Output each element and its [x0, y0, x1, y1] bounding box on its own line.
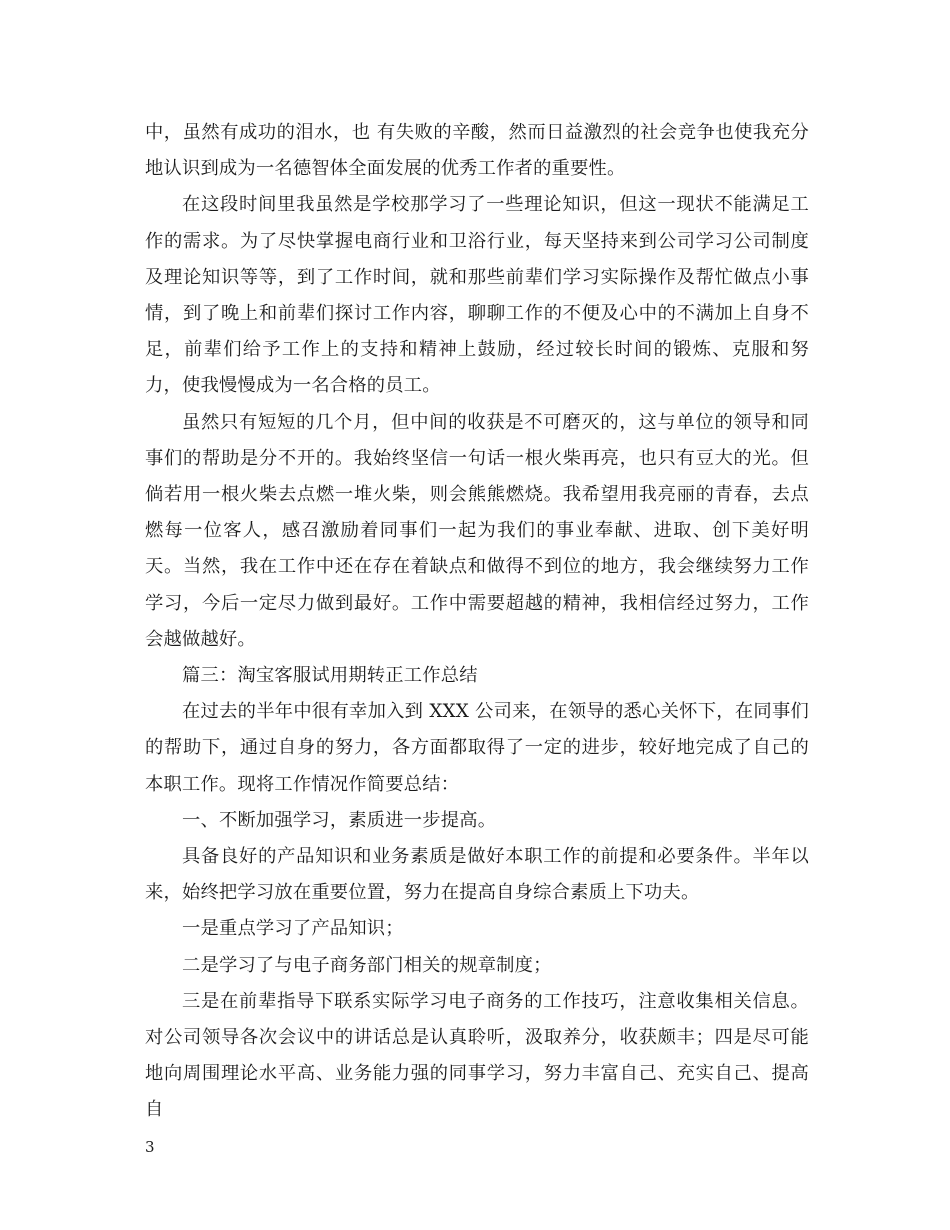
body-text — [145, 115, 809, 1129]
list-item-1: 一是重点学习了产品知识； — [182, 918, 404, 940]
paragraph-5: 在过去的半年中很有幸加入到 XXX 公司来，在领导的悉心关怀下，在同事们的帮助下，通过自身的努力，各方面都取得了一定的进步，较好地完成了自己的本职工作。现将工作情况作简要总结： — [145, 701, 809, 795]
paragraph-2: 在这段时间里我虽然是学校那学习了一些理论知识，但这一现状不能满足工作的需求。为了尽快掌握电商行业和卫浴行业，每天坚持来到公司学习公司制度及理论知识等等，到了工作时间，就和那些前辈们学习实际操作及帮忙做点小事情，到了晚上和前辈们探讨工作内容，聊聊工作的不便及心中的不满加上自身不足，前辈们给予工作上的支持和精神上鼓励，经过较长时间的锻炼、克服和努力，使我慢慢成为一名合格的员工。 — [145, 194, 809, 397]
paragraph-7: 具备良好的产品知识和业务素质是做好本职工作的前提和必要条件。半年以来，始终把学习放在重要位置，努力在提高自身综合素质上下功夫。 — [145, 846, 809, 904]
subheading-1: 一、不断加强学习，素质进一步提高。 — [182, 809, 497, 831]
page-number: 3 — [145, 1138, 155, 1156]
section-heading: 篇三：淘宝客服试用期转正工作总结 — [182, 665, 478, 687]
list-item-3: 三是在前辈指导下联系实际学习电子商务的工作技巧，注意收集相关信息。对公司领导各次会议中的讲话总是认真聆听，汲取养分，收获颇丰；四是尽可能地向周围理论水平高、业务能力强的同事学习，努力丰富自己、充实自己、提高自 — [145, 990, 809, 1121]
list-item-2: 二是学习了与电子商务部门相关的规章制度； — [182, 954, 552, 976]
paragraph-1: 中，虽然有成功的泪水，也 有失败的辛酸，然而日益激烈的社会竞争也使我充分地认识到成为一名德智体全面发展的优秀工作者的重要性。 — [145, 122, 809, 180]
paragraph-3: 虽然只有短短的几个月，但中间的收获是不可磨灭的，这与单位的领导和同事们的帮助是分不开的。我始终坚信一句话一根火柴再亮，也只有豆大的光。但倘若用一根火柴去点燃一堆火柴，则会熊熊燃烧。我希望用我亮丽的青春，去点燃每一位客人，感召激励着同事们一起为我们的事业奉献、进取、创下美好明天。当然，我在工作中还在存在着缺点和做得不到位的地方，我会继续努力工作学习，今后一定尽力做到最好。工作中需要超越的精神，我相信经过努力，工作会越做越好。 — [145, 411, 809, 650]
